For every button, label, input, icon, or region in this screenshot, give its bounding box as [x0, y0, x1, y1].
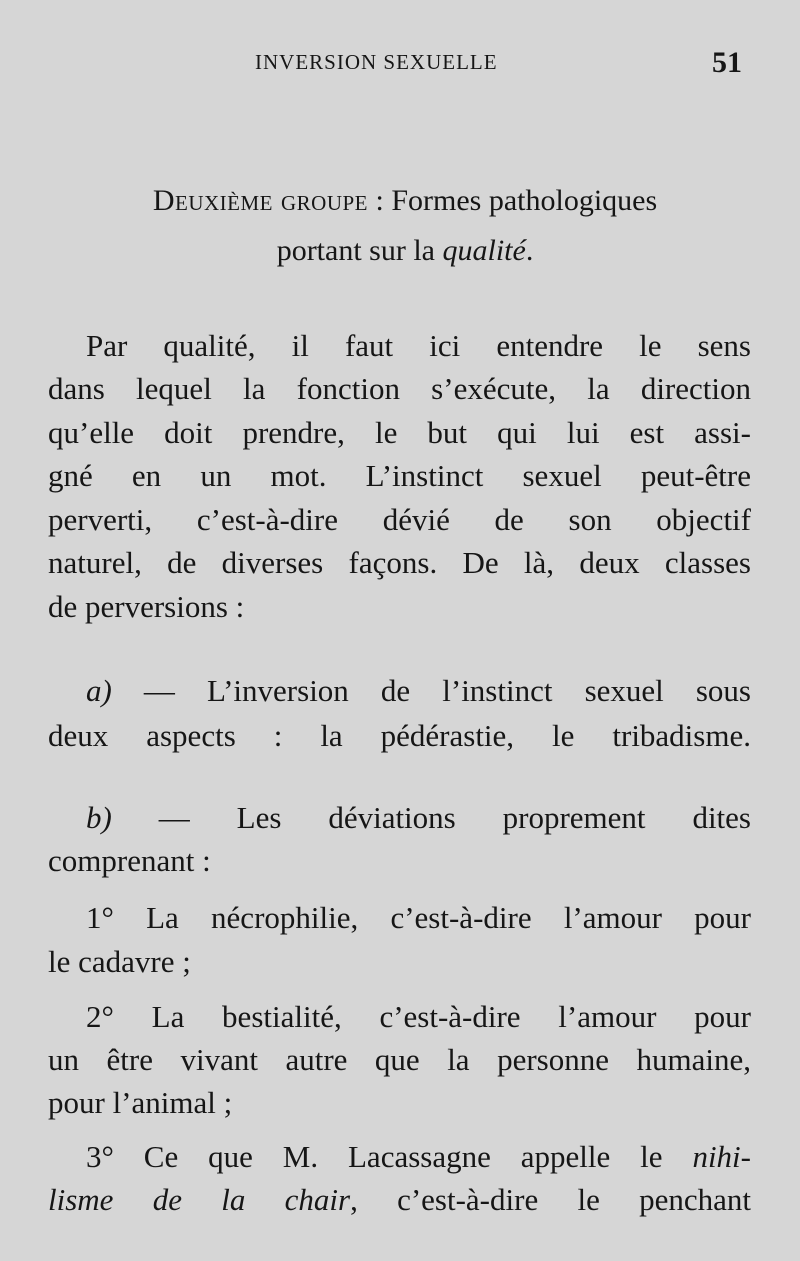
section-heading-line-2-text: portant sur la	[276, 234, 443, 267]
item-3-line-1-emphasis: nihi-	[692, 1139, 751, 1174]
item-3-line-2-text: , c’est-à-dire le penchant	[350, 1182, 751, 1217]
paragraph-1-line-5: perverti, c’est-à-dire dévié de son objectif	[48, 502, 751, 537]
paragraph-1-line-1: Par qualité, il faut ici entendre le sens	[86, 328, 751, 363]
running-head	[0, 46, 800, 78]
item-1-line-2: le cadavre ;	[48, 944, 191, 979]
item-b-line-1	[48, 795, 751, 841]
paragraph-1-line-7: de perversions :	[48, 589, 245, 624]
page-number: 51	[712, 46, 742, 79]
section-heading-emphasis: qualité	[442, 234, 526, 267]
paragraph-1-line-4: gné en un mot. L’instinct sexuel peut-être	[48, 458, 751, 493]
section-heading-line-1	[60, 176, 750, 226]
item-b-line-1-text: — Les déviations proprement dites	[111, 800, 751, 835]
item-a-line-1	[48, 668, 751, 714]
item-a-line-2: deux aspects : la pédérastie, le tribadisme.	[48, 718, 751, 753]
section-heading-rest: Formes pathologiques	[391, 184, 658, 217]
paragraph-1-line-3: qu’elle doit prendre, le but qui lui est assi-	[48, 415, 751, 450]
section-heading-colon: :	[368, 184, 392, 217]
item-3-line-2-emphasis: lisme de la chair	[48, 1182, 351, 1217]
item-a-line-1-text: — L’inversion de l’instinct sexuel sous	[111, 673, 751, 708]
paragraph-1-line-2: dans lequel la fonction s’exécute, la direction	[48, 371, 751, 406]
item-2-line-3: pour l’animal ;	[48, 1085, 233, 1120]
section-heading-smallcaps: Deuxième groupe	[152, 184, 368, 217]
section-heading-period: .	[525, 234, 534, 267]
item-3-line-1	[48, 1134, 751, 1180]
item-3-line-1-text: 3° Ce que M. Lacassagne appelle le	[86, 1139, 693, 1174]
item-2-line-1: 2° La bestialité, c’est-à-dire l’amour pour	[86, 999, 751, 1034]
item-1-line-1: 1° La nécrophilie, c’est-à-dire l’amour pour	[86, 900, 751, 935]
item-a-marker: a)	[86, 673, 112, 708]
item-b-marker: b)	[86, 800, 112, 835]
section-heading	[60, 176, 750, 276]
item-b-line-2: comprenant :	[48, 843, 211, 878]
running-title: INVERSION SEXUELLE	[255, 50, 498, 74]
paragraph-1-line-6: naturel, de diverses façons. De là, deux classes	[48, 545, 751, 580]
item-3-line-2	[48, 1177, 751, 1223]
section-heading-line-2	[60, 226, 750, 276]
item-2-line-2: un être vivant autre que la personne humaine,	[48, 1042, 751, 1077]
